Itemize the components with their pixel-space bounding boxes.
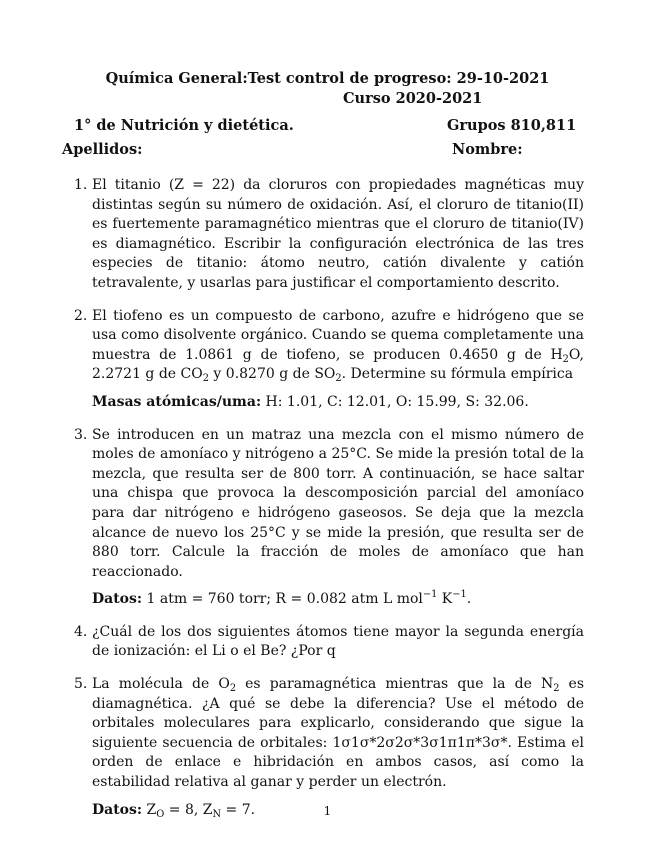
page-title: Química General:Test control de progreso: 29-10-2021 — [105, 70, 550, 87]
question-3 — [74, 426, 584, 610]
question-text: ¿Cuál de los dos siguientes átomos tiene mayor la segunda energía de ionización: el Li o el Be? ¿Por q — [92, 623, 584, 660]
question-text: El tiofeno es un compuesto de carbono, azufre e hidrógeno que se usa como disolvente orgánico. Cuando se quema completamente una muestra de 1.0861 g de tiofeno, se producen 0.4650 g de $H_2O$, 2.2721 g de $CO_2$ y 0.8270 g de $SO_2$. Determine su fórmula empírica — [92, 307, 584, 385]
question-number: 3. — [74, 426, 88, 443]
question-text: La molécula de $O_2$ es paramagnética mientras que la de $N_2$ es diamagnética. ¿A qué se debe la diferencia? Use el método de orbitales moleculares para explicarlo, considerando que sigue la siguiente secuencia de orbitales: 1σ1σ*2σ2σ*3σ1π1π*3σ*. Estima el orden de enlace e hibridación en ambos casos, así como la estabilidad relativa al ganar y perder un electrón. — [92, 676, 585, 791]
question-text: El titanio (Z = 22) da cloruros con propiedades magnéticas muy distintas según su número de oxidación. Así, el cloruro de titanio(II) es fuertemente paramagnético mientras que el cloruro de titanio(IV) es diamagnético. Escribir la configuración electrónica de las tres especies de titanio: átomo neutro, catión divalente y catión tetravalente, y usarlas para justificar el comportamiento descrito. — [92, 177, 584, 291]
question-number: 1. — [74, 177, 88, 193]
question-number: 5. — [74, 676, 88, 693]
atomic-masses: Masas atómicas/uma: H: 1.01, C: 12.01, O: 15.99, S: 32.06. — [92, 393, 529, 410]
question-number: 4. — [74, 623, 88, 640]
course-year: Curso 2020-2021 — [343, 90, 483, 107]
question-data: Datos: $Z_O = 8$, $Z_N = 7$. — [92, 801, 256, 820]
page-number: 1 — [323, 804, 332, 818]
name-label: Nombre: — [452, 141, 523, 158]
question-4 — [74, 623, 584, 662]
question-5 — [74, 675, 584, 820]
question-number: 2. — [74, 307, 88, 324]
question-2 — [74, 307, 584, 413]
groups-label: Grupos 810,811 — [447, 117, 577, 134]
question-1 — [74, 176, 584, 294]
question-list — [74, 176, 584, 833]
degree-label: 1° de Nutrición y dietética. — [74, 117, 294, 134]
surname-label: Apellidos: — [62, 141, 143, 158]
question-data: Datos: 1 atm = 760 torr; R = 0.082 atm L mol$^{-1}$ $K^{-1}$. — [92, 589, 472, 608]
question-text: Se introducen en un matraz una mezcla con el mismo número de moles de amoníaco y nitrógeno a 25°C. Se mide la presión total de la mezcla, que resulta ser de 800 torr. A continuación, se hace saltar una chispa que provoca la descomposición parcial del amoníaco para dar nitrógeno e hidrógeno gaseosos. Se deja que la mezcla alcance de nuevo los 25°C y se mide la presión, que resulta ser de 880 torr. Calcule la fracción de moles de amoníaco que han reaccionado. — [92, 426, 584, 580]
